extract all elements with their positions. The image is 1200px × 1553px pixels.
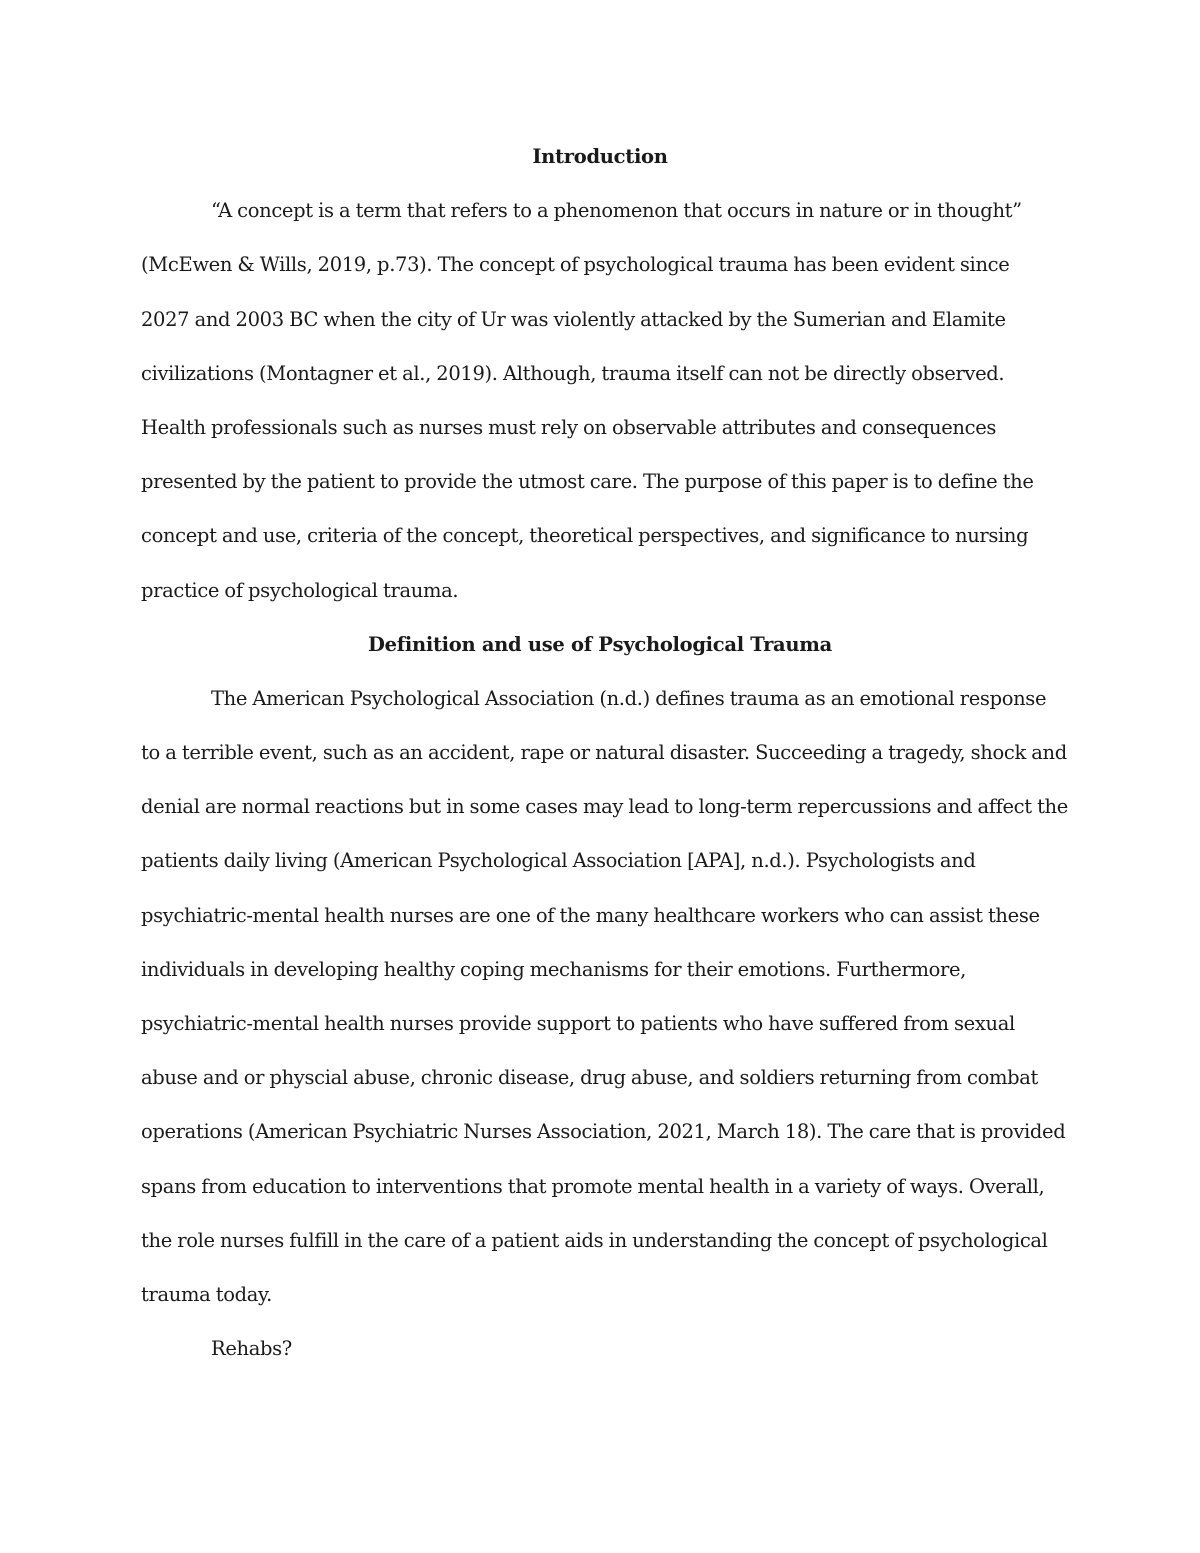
text-line: civilizations (Montagner et al., 2019). Although, trauma itself can not be directly observed. [141, 361, 1005, 385]
text-line: Health professionals such as nurses must rely on observable attributes and consequences [141, 415, 997, 439]
text-line: (McEwen & Wills, 2019, p.73). The concept of psychological trauma has been evident since [141, 253, 1010, 277]
rehabs-paragraph [141, 1322, 1059, 1376]
text-line: concept and use, criteria of the concept, theoretical perspectives, and significance to nursing [141, 524, 1029, 548]
document-body [141, 130, 1068, 1376]
text-line: patients daily living (American Psychological Association [APA], n.d.). Psychologists and [141, 849, 976, 873]
text-line: Rehabs? [211, 1337, 292, 1361]
section-heading-definition: Definition and use of Psychological Trauma [368, 632, 832, 656]
text-line: The American Psychological Association (n.d.) defines trauma as an emotional response [211, 686, 1047, 710]
text-line: “A concept is a term that refers to a phenomenon that occurs in nature or in thought” [211, 199, 1022, 223]
text-line: practice of psychological trauma. [141, 578, 459, 602]
text-line: operations (American Psychiatric Nurses Association, 2021, March 18). The care that is provided [141, 1120, 1066, 1144]
text-line: abuse and or physcial abuse, chronic disease, drug abuse, and soldiers returning from combat [141, 1066, 1038, 1090]
text-line: the role nurses fulfill in the care of a patient aids in understanding the concept of psychological [141, 1228, 1048, 1252]
text-line: spans from education to interventions that promote mental health in a variety of ways. Overall, [141, 1174, 1045, 1198]
text-line: 2027 and 2003 BC when the city of Ur was violently attacked by the Sumerian and Elamite [141, 307, 1006, 331]
text-line: to a terrible event, such as an accident, rape or natural disaster. Succeeding a tragedy, shock and [141, 741, 1067, 765]
text-line: psychiatric-mental health nurses are one of the many healthcare workers who can assist these [141, 903, 1040, 927]
text-line: psychiatric-mental health nurses provide support to patients who have suffered from sexual [141, 1012, 1015, 1035]
text-line: trauma today. [141, 1282, 272, 1306]
definition-paragraph [141, 672, 1068, 1322]
text-line: individuals in developing healthy coping mechanisms for their emotions. Furthermore, [141, 957, 966, 981]
introduction-paragraph [141, 184, 1059, 618]
text-line: denial are normal reactions but in some cases may lead to long-term repercussions and affect the [141, 795, 1068, 819]
text-line: presented by the patient to provide the utmost care. The purpose of this paper is to define the [141, 470, 1034, 494]
section-heading-introduction: Introduction [532, 145, 668, 168]
